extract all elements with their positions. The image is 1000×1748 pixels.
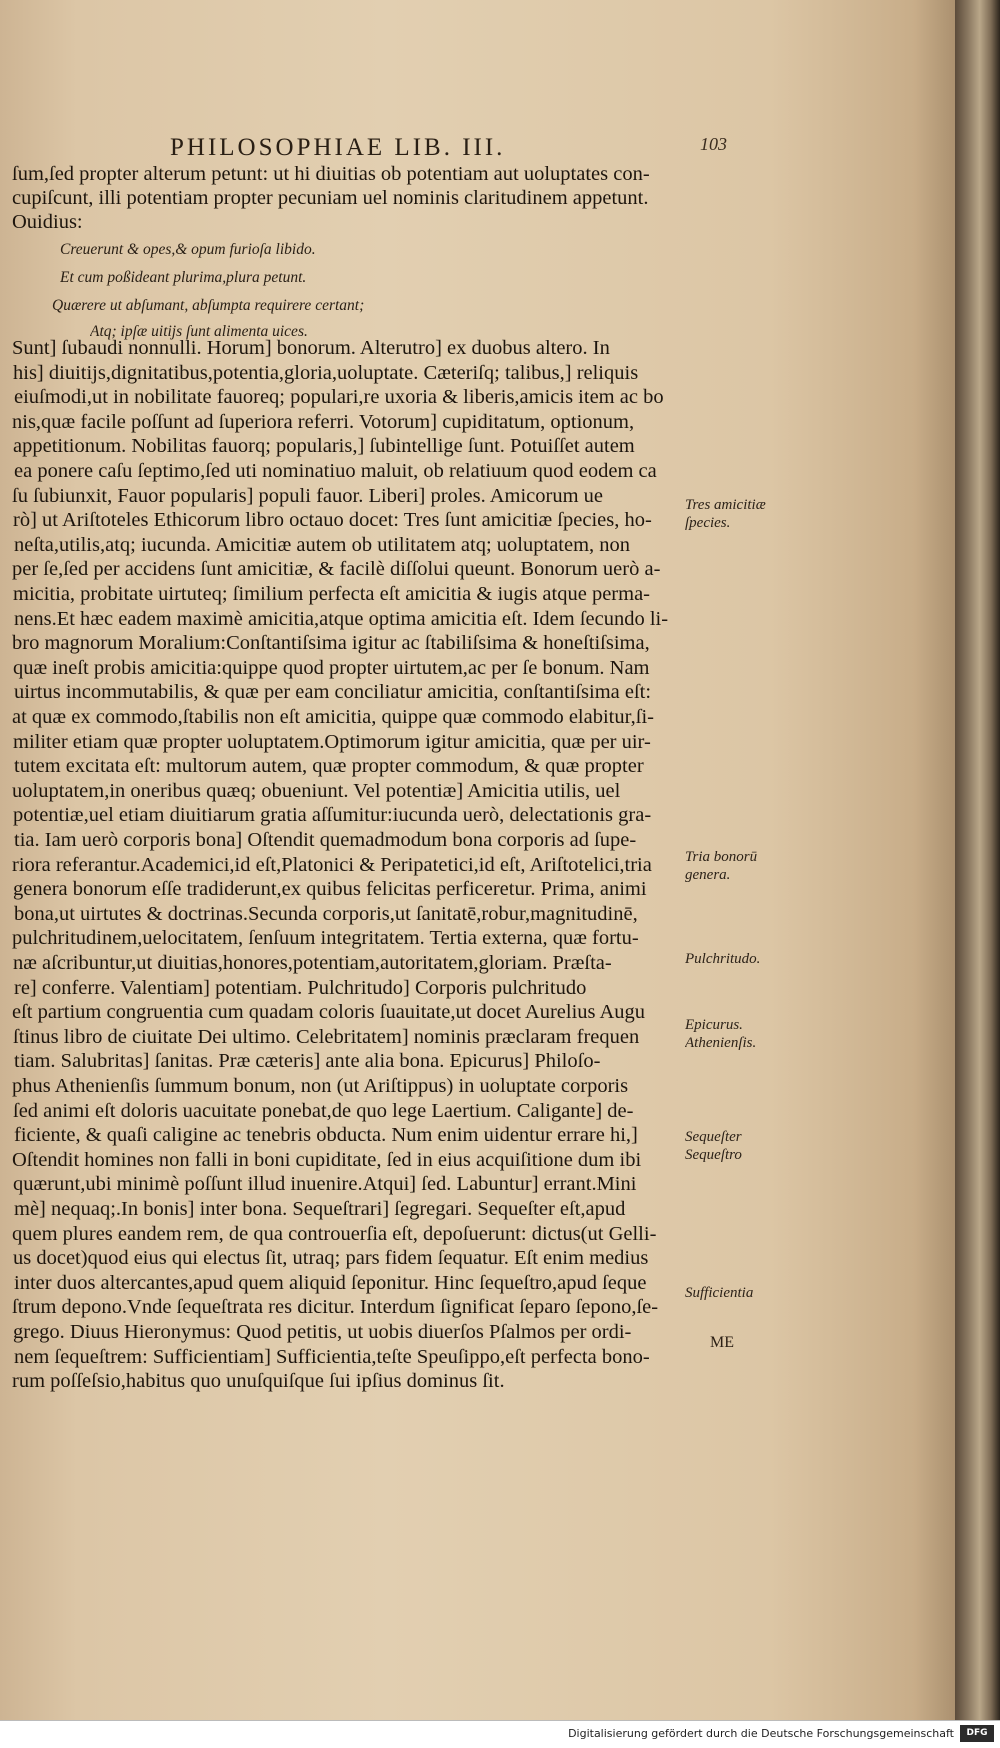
marginal-note: Pulchritudo. [685,951,761,967]
body-line: potentiæ,uel etiam diuitiarum gratia aſſumitur:iucunda uerò, delectationis gra- [13,804,652,826]
body-line: his] diuitijs,dignitatibus,potentia,gloria,uoluptate. Cæteriſq; talibus,] reliquis [13,362,639,384]
body-line: pulchritudinem,uelocitatem, ſenſuum integritatem. Tertia externa, quæ fortu- [12,927,639,949]
body-line: uoluptatem,in oneribus quæq; obueniunt. Vel potentiæ] Amicitia utilis, uel [12,780,621,802]
book-fore-edge [955,0,1000,1747]
body-line: riora referantur.Academici,id eſt,Platonici & Peripatetici,id eſt, Ariſtotelici,tria [12,854,652,876]
verse-line: Quærere ut abſumant, abſumpta requirere certant; [52,297,365,314]
footer-bar [0,1720,1000,1748]
footer-credit: Digitalisierung gefördert durch die Deutsche Forschungsgemeinschaft [568,1727,954,1740]
body-line: nens.Et hæc eadem maximè amicitia,atque optima amicitia eſt. Idem ſecundo li- [14,608,669,630]
marginal-note: Tres amicitiæ ſpecies. [685,497,766,531]
marginal-note: Epicurus. Athenienſis. [685,1017,757,1051]
body-line: uirtus incommutabilis, & quæ per eam conciliatur amicitia, conſtantiſsima eſt: [14,681,652,703]
running-head: PHILOSOPHIAE LIB. III. [170,134,506,161]
page-number: 103 [700,134,727,154]
body-line: rò] ut Ariſtoteles Ethicorum libro octauo docet: Tres ſunt amicitiæ ſpecies, ho- [13,509,652,531]
catchword: ME [710,1334,734,1351]
body-line: nem ſequeſtrem: Sufficientiam] Sufficientia,teſte Speuſippo,eſt perfecta bono- [14,1346,650,1368]
body-line: mè] nequaq;.In bonis] inter bona. Sequeſtrari] ſegregari. Sequeſter eſt,apud [14,1198,626,1220]
marginal-note: Sufficientia [685,1285,754,1301]
body-line: Sunt] ſubaudi nonnulli. Horum] bonorum. Alterutro] ex duobus altero. In [12,337,610,359]
marginal-note: Sequeſter Sequeſtro [685,1129,742,1163]
body-line: re] conferre. Valentiam] potentiam. Pulchritudo] Corporis pulchritudo [14,977,587,999]
dfg-logo: DFG [960,1725,994,1742]
body-line: per ſe,ſed per accidens ſunt amicitiæ, & facilè diſſolui queunt. Bonorum uerò a- [12,558,661,580]
body-line: micitia, probitate uirtuteq; ſimilium perfecta eſt amicitia & iugis atque perma- [13,583,651,605]
body-line: us docet)quod eius qui electus ſit, utraq; pars fidem ſequatur. Eſt enim medius [13,1247,649,1269]
body-line: ſtinus libro de ciuitate Dei ultimo. Celebritatem] nominis præclaram frequen [13,1026,640,1048]
body-line: ſum,ſed propter alterum petunt: ut hi diuitias ob potentiam aut uoluptates con- [12,163,650,185]
body-line: bona,ut uirtutes & doctrinas.Secunda corporis,ut ſanitatē,robur,magnitudinē, [14,903,638,925]
body-line: Oſtendit homines non falli in boni cupiditate, ſed in eius acquiſitione dum ibi [12,1149,642,1171]
verse-line: Creuerunt & opes,& opum furioſa libido. [60,241,316,258]
marginal-note: Tria bonorū genera. [685,849,758,883]
body-line: eiuſmodi,ut in nobilitate fauoreq; populari,re uxoria & liberis,amicis item ac bo [14,386,664,408]
body-line: inter duos altercantes,apud quem aliquid ſeponitur. Hinc ſequeſtro,apud ſeque [14,1272,647,1294]
body-line: genera bonorum eſſe tradiderunt,ex quibus felicitas perficeretur. Prima, animi [13,878,647,900]
body-line: bro magnorum Moralium:Conſtantiſsima igitur ac ſtabiliſsima & honeſtiſsima, [12,632,650,654]
body-line: tutem excitata eſt: multorum autem, quæ propter commodum, & quæ propter [14,755,644,777]
body-line: ficiente, & quaſi caligine ac tenebris obducta. Num enim uidentur errare hi,] [14,1124,638,1146]
body-line: næ aſcribuntur,ut diuitias,honores,potentiam,autoritatem,gloriam. Præſta- [13,952,612,974]
body-line: at quæ ex commodo,ſtabilis non eſt amicitia, quippe quæ commodo elabitur,ſi- [12,706,654,728]
body-line: neſta,utilis,atq; iucunda. Amicitiæ autem ob utilitatem atq; uoluptatem, non [14,534,631,556]
body-line: ſtrum depono.Vnde ſequeſtrata res dicitur. Interdum ſignificat ſeparo ſepono,ſe- [12,1296,659,1318]
body-line: tiam. Salubritas] ſanitas. Præ cæteris] ante alia bona. Epicurus] Philoſo- [14,1050,601,1072]
body-line: rum poſſeſsio,habitus quo unuſquiſque ſui ipſius dominus ſit. [12,1370,505,1392]
body-line: eſt partium congruentia cum quadam coloris ſuauitate,ut docet Aurelius Augu [12,1001,646,1023]
body-line: nis,quæ facile poſſunt ad ſuperiora referri. Votorum] cupiditatum, optionum, [12,411,635,433]
body-line: quæ ineſt probis amicitia:quippe quod propter uirtutem,ac per ſe bonum. Nam [13,657,650,679]
body-line: Ouidius: [12,211,83,233]
body-line: appetitionum. Nobilitas fauorq; popularis,] ſubintellige ſunt. Potuiſſet autem [13,435,635,457]
body-line: militer etiam quæ propter uoluptatem.Optimorum igitur amicitia, quæ per uir- [13,731,651,753]
verse-line: Atq; ipſæ uitijs ſunt alimenta uices. [90,323,308,340]
verse-line: Et cum poßideant plurima,plura petunt. [60,269,307,286]
body-line: ſed animi eſt doloris uacuitate ponebat,de quo lege Laertium. Caligante] de- [13,1100,634,1122]
body-line: phus Athenienſis ſummum bonum, non (ut Ariſtippus) in uoluptate corporis [12,1075,629,1097]
body-line: grego. Diuus Hieronymus: Quod petitis, ut uobis diuerſos Pſalmos per ordi- [13,1321,632,1343]
body-line: cupiſcunt, illi potentiam propter pecuniam uel nominis claritudinem appetunt. [12,187,649,209]
body-line: ſu ſubiunxit, Fauor popularis] populi fauor. Liberi] proles. Amicorum ue [12,485,603,507]
body-line: ea ponere caſu ſeptimo,ſed uti nominatiuo maluit, ob relatiuum quod eodem ca [14,460,657,482]
body-line: tia. Iam uerò corporis bona] Oſtendit quemadmodum bona corporis ad ſupe- [14,829,637,851]
body-line: quem plures eandem rem, de qua controuerſia eſt, depoſuerunt: dictus(ut Gelli- [12,1223,657,1245]
body-line: quærunt,ubi minimè poſſunt illud inuenire.Atqui] ſed. Labuntur] errant.Mini [13,1173,637,1195]
